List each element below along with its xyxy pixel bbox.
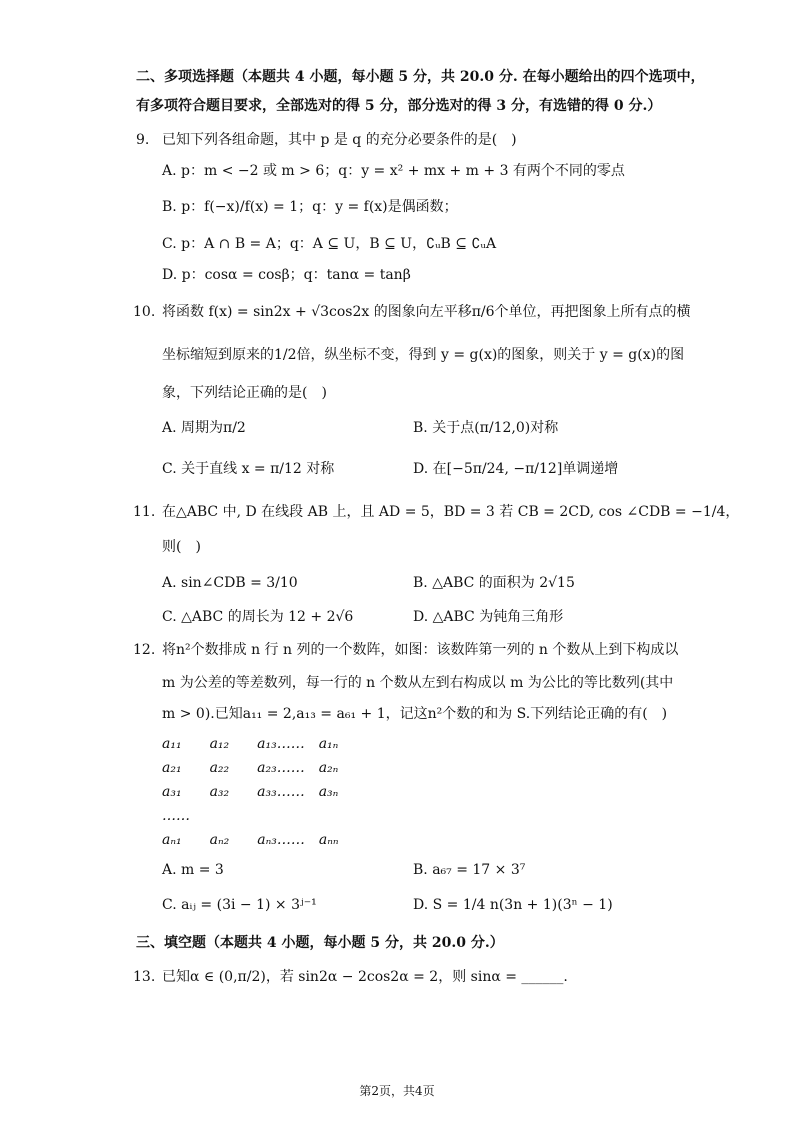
q10-option-a: A. 周期为π/2 [162, 420, 246, 436]
q10-line1: 将函数 f(x) = sin2x + √3cos2x 的图象向左平移π/6个单位，再把图象上所有点的横 [162, 304, 691, 320]
q11-number: 11. [133, 504, 156, 520]
q11-line1: 在△ABC 中, D 在线段 AB 上，且 AD = 5，BD = 3 若 CB = 2CD, cos ∠CDB = −1/4， [162, 504, 740, 520]
q9-option-b: B. p：f(−x)/f(x) = 1；q：y = f(x)是偶函数； [162, 199, 458, 215]
q9-stem: 已知下列各组命题，其中 p 是 q 的充分必要条件的是( ) [162, 132, 517, 148]
matrix-row-1: a₁₁ a₁₂ a₁₃…… a₁ₙ [162, 736, 339, 752]
section2-header-line2: 有多项符合题目要求，全部选对的得 5 分，部分选对的得 3 分，有选错的得 0 分.） [136, 98, 662, 114]
q11-option-d: D. △ABC 为钝角三角形 [413, 609, 564, 625]
q9-option-c: C. p：A ∩ B = A；q：A ⊆ U，B ⊆ U，∁ᵤB ⊆ ∁ᵤA [162, 236, 497, 252]
q10-option-b: B. 关于点(π/12,0)对称 [413, 420, 559, 436]
q10-option-c: C. 关于直线 x = π/12 对称 [162, 461, 335, 477]
q9-option-d: D. p：cosα = cosβ；q：tanα = tanβ [162, 267, 411, 283]
q12-line3: m > 0).已知a₁₁ = 2,a₁₃ = a₆₁ + 1，记这n²个数的和为 S.下列结论正确的有( ) [162, 706, 668, 722]
q13-number: 13. [133, 969, 156, 985]
section2-header-line1: 二、多项选择题（本题共 4 小题，每小题 5 分，共 20.0 分. 在每小题给出的四个选项中， [136, 69, 705, 85]
q12-number: 12. [133, 642, 156, 658]
q9-option-a: A. p：m < −2 或 m > 6；q：y = x² + mx + m + 3 有两个不同的零点 [162, 163, 625, 179]
page-footer: 第2页，共4页 [359, 1084, 435, 1098]
q12-option-c: C. aᵢⱼ = (3i − 1) × 3ʲ⁻¹ [162, 897, 317, 913]
q9-number: 9. [136, 132, 150, 148]
q10-number: 10. [133, 304, 156, 320]
q12-option-d: D. S = 1/4 n(3n + 1)(3ⁿ − 1) [413, 897, 613, 913]
q12-line1: 将n²个数排成 n 行 n 列的一个数阵，如图：该数阵第一列的 n 个数从上到下构成以 [162, 642, 679, 658]
q10-line2: 坐标缩短到原来的1/2倍，纵坐标不变，得到 y = g(x)的图象，则关于 y = g(x)的图 [162, 347, 685, 363]
q11-line2: 则( ) [162, 539, 201, 555]
matrix-row-n: aₙ₁ aₙ₂ aₙ₃…… aₙₙ [162, 832, 339, 848]
q11-option-a: A. sin∠CDB = 3/10 [162, 575, 298, 591]
q12-line2: m 为公差的等差数列，每一行的 n 个数从左到右构成以 m 为公比的等比数列(其中 [162, 675, 674, 691]
q12-option-b: B. a₆₇ = 17 × 3⁷ [413, 862, 526, 878]
q11-option-c: C. △ABC 的周长为 12 + 2√6 [162, 609, 354, 625]
q13-stem: 已知α ∈ (0,π/2)，若 sin2α − 2cos2α = 2，则 sinα = ______. [162, 969, 568, 985]
q10-line3: 象，下列结论正确的是( ) [162, 385, 327, 401]
q10-option-d: D. 在[−5π/24, −π/12]单调递增 [413, 461, 619, 477]
matrix-row-2: a₂₁ a₂₂ a₂₃…… a₂ₙ [162, 760, 339, 776]
matrix-row-3: a₃₁ a₃₂ a₃₃…… a₃ₙ [162, 784, 339, 800]
section3-header: 三、填空题（本题共 4 小题，每小题 5 分，共 20.0 分.） [136, 935, 504, 951]
q11-option-b: B. △ABC 的面积为 2√15 [413, 575, 575, 591]
q12-option-a: A. m = 3 [162, 862, 224, 878]
matrix-row-ellipsis: …… [162, 808, 190, 824]
